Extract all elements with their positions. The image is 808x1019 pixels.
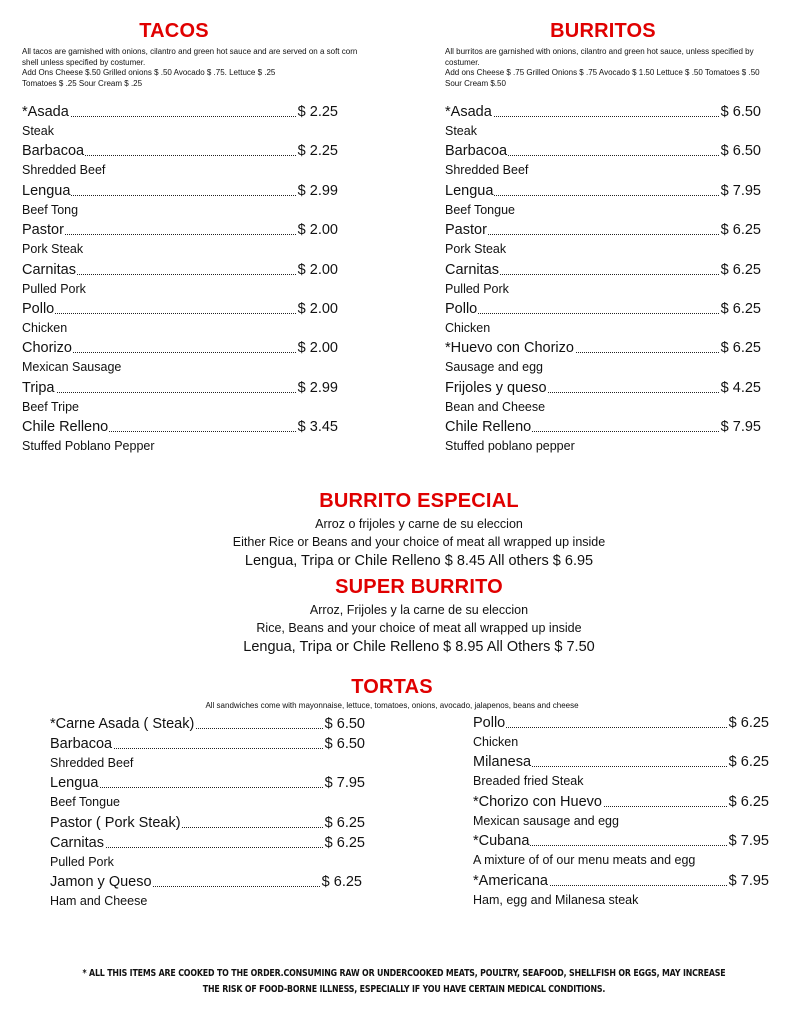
item-desc: Ham, egg and Milanesa steak [473, 892, 639, 907]
item-name: Carnitas [22, 261, 76, 278]
tacos-section [22, 20, 358, 457]
item-name: *Americana [473, 872, 548, 889]
item-name: *Chorizo con Huevo [473, 793, 602, 810]
item-desc: Shredded Beef [22, 163, 106, 178]
item-desc: Shredded Beef [50, 756, 134, 770]
item-desc: Pork Steak [445, 242, 507, 257]
item-price: $ 2.25 [297, 143, 338, 160]
menu-item [473, 713, 769, 752]
item-desc: Pulled Pork [22, 281, 86, 296]
menu-item [50, 773, 365, 812]
item-price: $ 6.25 [720, 340, 761, 357]
item-name: Carnitas [50, 834, 104, 851]
tacos-note-line: shell unless specified by costumer. [22, 57, 146, 67]
menu-item [22, 220, 338, 259]
tacos-list [22, 102, 338, 457]
item-name: Pollo [445, 300, 478, 317]
health-disclaimer [73, 966, 736, 998]
item-name: Pastor [445, 222, 487, 239]
item-desc: Steak [445, 124, 477, 138]
item-desc: Pulled Pork [50, 854, 114, 869]
item-name: Pastor [22, 222, 64, 239]
item-desc: Pork Steak [22, 242, 84, 257]
item-name: Carnitas [445, 261, 499, 278]
item-name: Lengua [22, 182, 71, 199]
menu-item [22, 417, 338, 456]
item-desc: Sausage and egg [445, 360, 544, 375]
tacos-note-line: Add Ons Cheese $.50 Grilled onions $ .50 Avocado $ .75. Lettuce $ .25 [22, 68, 276, 77]
tortas-heading: TORTAS [351, 676, 433, 698]
item-price: $ 6.25 [324, 834, 365, 851]
menu-item [473, 752, 769, 791]
burrito-especial-section [0, 490, 808, 571]
menu-item [22, 378, 338, 417]
item-price: $ 2.25 [297, 104, 338, 120]
super-burrito-section [0, 576, 808, 657]
disclaimer-line-2: THE RISK OF FOOD-BORNE ILLNESS, ESPECIALLY IF YOU HAVE CERTAIN MEDICAL CONDITIONS. [202, 984, 606, 995]
disclaimer-line-1: * ALL THIS ITEMS ARE COOKED TO THE ORDER.CONSUMING RAW OR UNDERCOOKED MEATS, POULTRY, SEAFOOD, SHELLFISH OR EGGS, MAY INCREASE [82, 968, 726, 979]
menu-item [445, 338, 761, 377]
especial-prices: Lengua, Tripa or Chile Relleno $ 8.45 All others $ 6.95 [244, 553, 594, 569]
menu-item [445, 181, 761, 220]
item-price: $ 7.95 [324, 775, 365, 792]
item-desc: Ham and Cheese [50, 894, 148, 909]
item-name: *Cubana [473, 833, 530, 850]
item-name: Chorizo [22, 340, 72, 357]
super-burrito-heading: SUPER BURRITO [335, 576, 503, 598]
menu-item [445, 141, 761, 180]
item-price: $ 6.50 [720, 104, 761, 120]
menu-item [50, 714, 365, 734]
item-desc: Beef Tongue [445, 202, 515, 217]
menu-item [50, 813, 365, 833]
item-price: $ 6.25 [728, 793, 769, 810]
item-desc: Pulled Pork [445, 281, 509, 296]
menu-item [22, 181, 338, 220]
menu-item [445, 102, 761, 141]
item-desc: Steak [22, 124, 54, 138]
tacos-note [22, 47, 402, 89]
item-desc: Shredded Beef [445, 163, 529, 178]
item-name: Tripa [22, 379, 55, 396]
item-desc: Mexican Sausage [22, 360, 122, 375]
item-price: $ 2.00 [297, 340, 338, 357]
tacos-note-line: All tacos are garnished with onions, cilantro and green hot sauce and are served on a soft corn [22, 47, 358, 56]
item-price: $ 7.95 [728, 833, 769, 850]
burritos-note-line: Add ons Cheese $ .75 Grilled Onions $ .75 Avocado $ 1.50 Lettuce $ .50 Tomatoes $ .50 [445, 68, 760, 77]
burritos-note [445, 47, 805, 89]
item-price: $ 3.45 [297, 419, 338, 436]
item-name: Pollo [22, 300, 55, 317]
item-desc: Beef Tongue [50, 795, 120, 810]
item-name: Chile Relleno [445, 419, 532, 436]
tortas-section-header [0, 676, 808, 712]
item-desc: Mexican sausage and egg [473, 813, 619, 828]
item-name: Pollo [473, 715, 506, 731]
item-price: $ 2.00 [297, 300, 338, 317]
item-desc: Chicken [22, 320, 68, 335]
menu-item [50, 872, 365, 911]
menu-item [445, 299, 761, 338]
menu-item [445, 417, 761, 456]
menu-item [50, 734, 365, 773]
tortas-left-list [50, 714, 365, 912]
burritos-list [445, 102, 761, 457]
item-desc: Beef Tong [22, 202, 79, 217]
item-price: $ 6.50 [720, 143, 761, 160]
menu-item [473, 831, 769, 870]
burritos-note-line: costumer. [445, 57, 480, 67]
menu-item [22, 338, 338, 377]
item-desc: Bean and Cheese [445, 399, 546, 414]
item-price: $ 2.99 [297, 379, 338, 396]
burritos-note-line: Sour Cream $.50 [445, 78, 506, 88]
item-price: $ 7.95 [720, 182, 761, 199]
item-name: *Carne Asada ( Steak) [50, 716, 195, 732]
tortas-right-list [473, 713, 769, 910]
menu-item [445, 378, 761, 417]
item-desc: Stuffed poblano pepper [445, 439, 575, 454]
tortas-note: All sandwiches come with mayonnaise, lettuce, tomatoes, onions, avocado, jalapenos, beans and cheese [205, 701, 579, 710]
menu-item [22, 299, 338, 338]
item-name: Barbacoa [22, 143, 85, 160]
burrito-especial-heading: BURRITO ESPECIAL [319, 490, 519, 512]
especial-line-spanish: Arroz o frijoles y carne de su eleccion [315, 517, 523, 531]
super-line-spanish: Arroz, Frijoles y la carne de su eleccion [309, 603, 529, 617]
item-price: $ 6.25 [720, 300, 761, 317]
menu-item [22, 102, 338, 141]
item-desc: Chicken [445, 320, 491, 335]
item-name: Lengua [445, 182, 494, 199]
menu-item [22, 141, 338, 180]
item-desc: Beef Tripe [22, 399, 79, 414]
tacos-heading: TACOS [139, 20, 209, 42]
burritos-section [445, 20, 761, 457]
item-price: $ 6.25 [728, 754, 769, 771]
burritos-note-line: All burritos are garnished with onions, cilantro and green hot sauce, unless specified by [445, 47, 754, 56]
item-desc: Breaded fried Steak [473, 774, 584, 789]
item-price: $ 6.50 [324, 716, 365, 732]
item-name: Barbacoa [445, 143, 508, 160]
item-name: *Asada [445, 104, 492, 120]
item-name: Pastor ( Pork Steak) [50, 814, 181, 831]
super-prices: Lengua, Tripa or Chile Relleno $ 8.95 All Others $ 7.50 [243, 639, 595, 655]
menu-item [445, 260, 761, 299]
item-name: Barbacoa [50, 736, 113, 752]
item-price: $ 6.25 [720, 261, 761, 278]
item-price: $ 2.99 [297, 182, 338, 199]
item-desc: Stuffed Poblano Pepper [22, 439, 155, 454]
tacos-note-line: Tomatoes $ .25 Sour Cream $ .25 [22, 78, 143, 88]
item-price: $ 4.25 [720, 379, 761, 396]
item-name: *Asada [22, 104, 69, 120]
item-name: Lengua [50, 775, 99, 792]
item-price: $ 7.95 [728, 872, 769, 889]
especial-line-english: Either Rice or Beans and your choice of meat all wrapped up inside [232, 535, 606, 549]
item-price: $ 6.25 [324, 814, 365, 831]
item-price: $ 7.95 [720, 419, 761, 436]
menu-item [473, 871, 769, 910]
item-price: $ 2.00 [297, 222, 338, 239]
menu-item [445, 220, 761, 259]
item-desc: A mixture of of our menu meats and egg [473, 853, 696, 868]
item-name: *Huevo con Chorizo [445, 340, 574, 357]
item-price: $ 6.50 [324, 736, 365, 752]
item-name: Jamon y Queso [50, 874, 152, 891]
item-desc: Chicken [473, 735, 519, 749]
burritos-heading: BURRITOS [550, 20, 656, 42]
menu-item [473, 792, 769, 831]
item-name: Chile Relleno [22, 419, 109, 436]
menu-item [50, 833, 365, 872]
item-name: Frijoles y queso [445, 379, 547, 396]
item-price: $ 6.25 [321, 874, 362, 891]
item-name: Milanesa [473, 754, 532, 771]
menu-item [22, 260, 338, 299]
item-price: $ 6.25 [728, 715, 769, 731]
item-price: $ 2.00 [297, 261, 338, 278]
super-line-english: Rice, Beans and your choice of meat all wrapped up inside [256, 621, 582, 635]
item-price: $ 6.25 [720, 222, 761, 239]
